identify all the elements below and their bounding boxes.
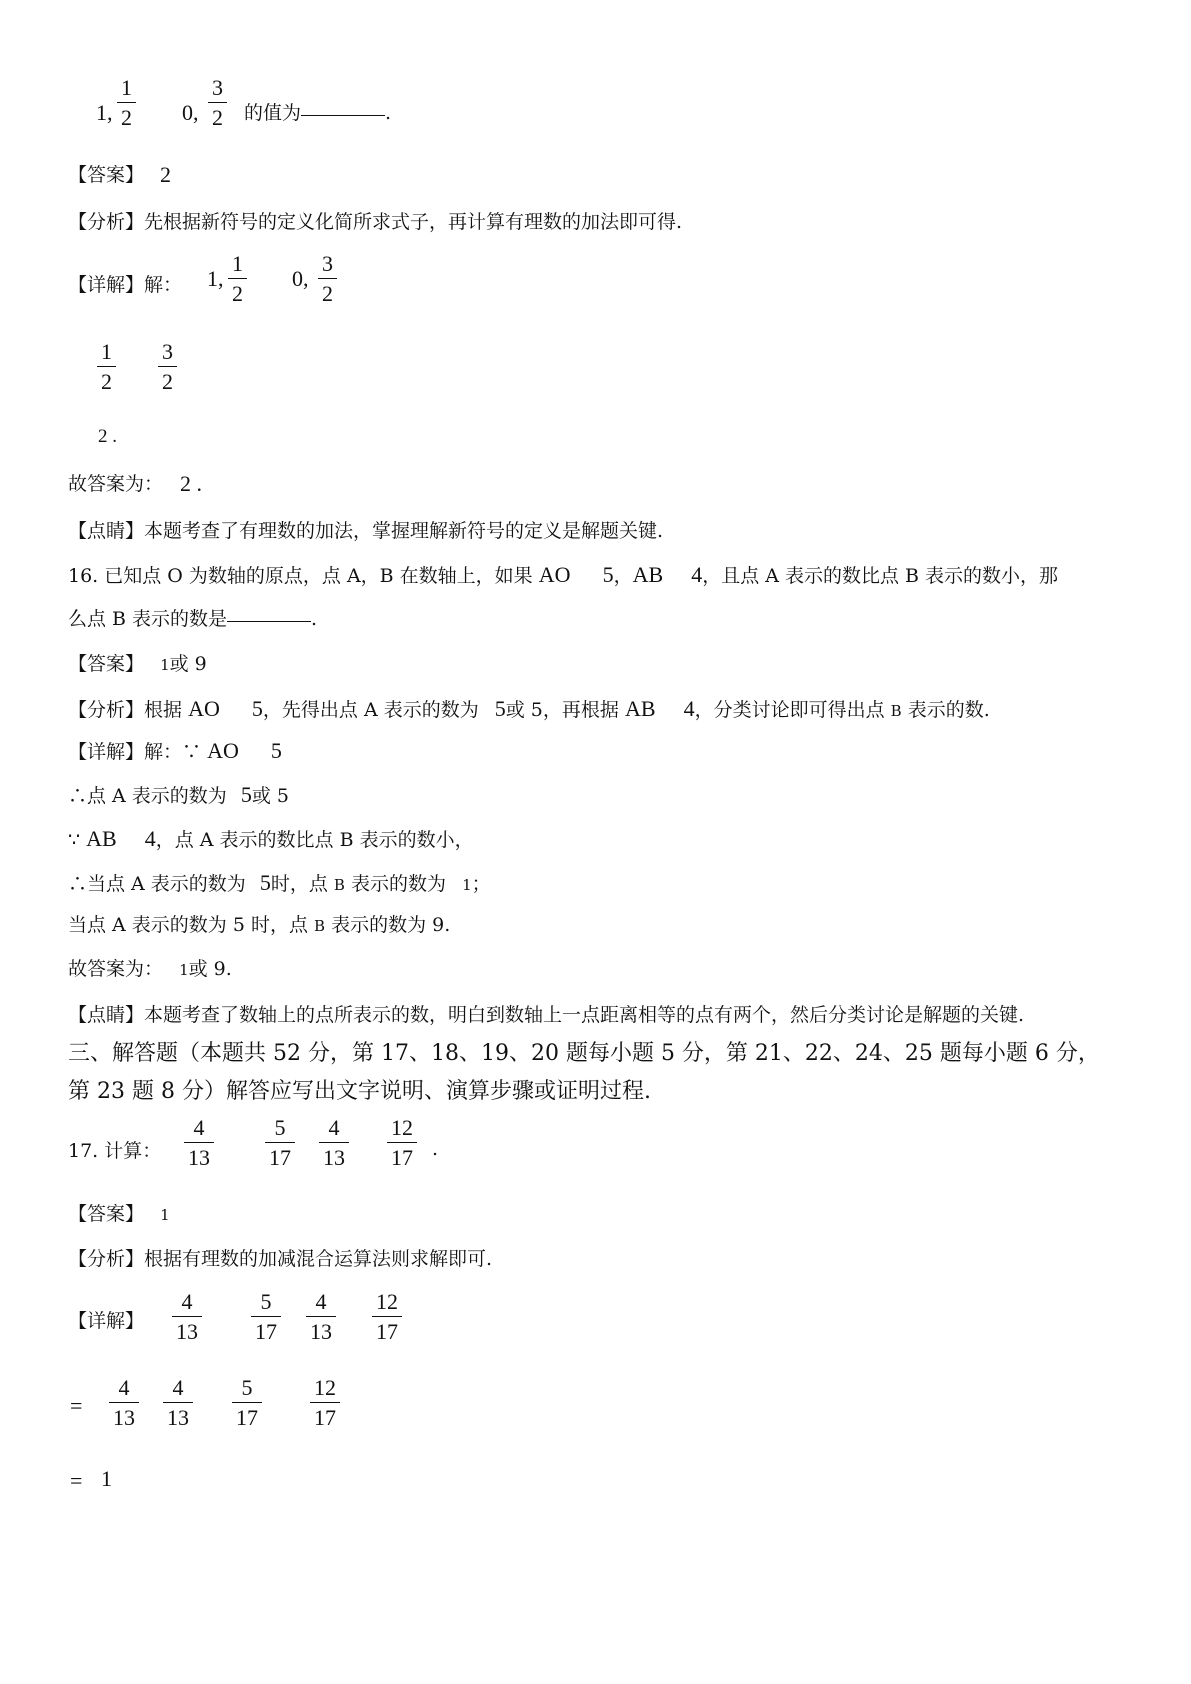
q17-detail-label: 【详解】 xyxy=(68,1310,145,1332)
denominator: 17 xyxy=(232,1402,262,1429)
numerator: 4 xyxy=(328,1115,340,1140)
q16-detail-5: 5 xyxy=(270,738,282,763)
q17-result: 1 xyxy=(101,1466,112,1491)
q16-step4-b: 表示的数为 9. xyxy=(331,914,451,936)
q17-step-fraction-3 xyxy=(232,1376,262,1429)
detail-expr-a: 1, xyxy=(207,266,224,291)
q16-line1 xyxy=(68,564,1058,586)
step3-result: 2 . xyxy=(98,426,117,447)
numerator: 4 xyxy=(118,1375,130,1400)
comment-text: 本题考查了有理数的加法，掌握理解新符号的定义是解题关键. xyxy=(144,520,664,542)
q16-step3-c: 表示的数为 xyxy=(351,873,447,895)
numerator: 1 xyxy=(101,339,112,364)
q16-step3 xyxy=(68,872,491,894)
answer-value: 2 xyxy=(160,162,171,187)
q16-step2-4: 4 xyxy=(144,826,156,851)
q16-comment-text: 本题考查了数轴上的点所表示的数，明白到数轴上一点距离相等的点有两个，然后分类讨论是解题的关键. xyxy=(144,1004,1025,1026)
question-tail xyxy=(244,104,391,123)
q17-answer-label: 【答案】 xyxy=(68,1203,145,1225)
q16-analysis-2: ，先得出点 A 表示的数为 xyxy=(262,699,479,721)
q17-detail-fraction-2 xyxy=(251,1290,281,1343)
q17-fraction-4 xyxy=(387,1116,417,1169)
denominator: 2 xyxy=(318,278,337,305)
final-answer-label: 故答案为： xyxy=(68,473,164,495)
detail-label xyxy=(68,276,182,295)
detail-fraction-three-halves xyxy=(318,252,337,305)
denominator: 13 xyxy=(109,1402,139,1429)
denominator: 13 xyxy=(172,1316,202,1343)
q17-step-fraction-4 xyxy=(310,1376,340,1429)
q16-answer-b: 或 9 xyxy=(169,653,207,675)
step2-fraction-one-half xyxy=(97,340,116,393)
q16-final xyxy=(68,960,232,979)
answer-label: 【答案】 xyxy=(68,164,145,186)
analysis-text: 先根据新符号的定义化简所求式子，再计算有理数的加法即可得. xyxy=(144,211,683,233)
q17-detail-fraction-1 xyxy=(172,1290,202,1343)
q16-final-b: 或 9. xyxy=(188,958,232,980)
q17-end: . xyxy=(432,1138,439,1160)
q16-final-label: 故答案为： xyxy=(68,958,164,980)
detail-label-text: 【详解】 xyxy=(68,274,145,296)
q16-step4 xyxy=(68,916,450,935)
q16-step3-B: B xyxy=(333,876,345,894)
q16-stem-c: 么点 B 表示的数是 xyxy=(68,608,228,630)
q16-analysis-v: 5 xyxy=(494,696,506,721)
q16-ao: AO xyxy=(538,562,571,587)
denominator: 17 xyxy=(265,1142,295,1169)
comment-label: 【点睛】 xyxy=(68,520,145,542)
q16-step3-d: 1 xyxy=(462,876,472,894)
q17-fraction-1 xyxy=(184,1116,214,1169)
q16-step3-e: ； xyxy=(471,873,491,895)
q16-ao-value: 5 xyxy=(602,562,614,587)
analysis-label xyxy=(68,213,682,232)
denominator: 2 xyxy=(208,102,227,129)
q16-ab-value: 4 xyxy=(691,562,703,587)
q17-analysis-label: 【分析】 xyxy=(68,1248,145,1270)
q17-equals-1: = xyxy=(70,1393,83,1418)
q16-analysis-b: B xyxy=(890,702,902,720)
q16-step2-b: ，点 A 表示的数比点 B 表示的数小， xyxy=(155,829,474,851)
q16-detail xyxy=(68,740,282,762)
q16-ab: AB xyxy=(632,562,664,587)
numerator: 1 xyxy=(121,75,132,100)
denominator: 17 xyxy=(251,1316,281,1343)
q16-analysis-1: 根据 xyxy=(144,699,183,721)
detail-fraction-one-half xyxy=(228,252,247,305)
q16-answer-blank xyxy=(227,620,311,622)
numerator: 12 xyxy=(391,1115,413,1140)
numerator: 3 xyxy=(162,339,173,364)
q16-step1 xyxy=(68,784,289,806)
denominator: 2 xyxy=(158,366,177,393)
numerator: 4 xyxy=(315,1289,327,1314)
section3-heading-line1: 三、解答题（本题共 52 分，第 17、18、19、20 题每小题 5 分，第 21、22、24、25 题每小题 6 分， xyxy=(68,1041,1100,1066)
fraction-three-halves xyxy=(208,76,227,129)
step2-fraction-three-halves xyxy=(158,340,177,393)
denominator: 17 xyxy=(372,1316,402,1343)
detail-prefix: 解： xyxy=(144,274,183,296)
analysis-label-text: 【分析】 xyxy=(68,211,145,233)
numerator: 1 xyxy=(232,251,243,276)
q16-stem-a: 16. 已知点 O 为数轴的原点，点 A，B 在数轴上，如果 xyxy=(68,565,533,587)
q16-step2-a: ∵ xyxy=(68,829,81,851)
q16-analysis-ao: AO xyxy=(188,696,220,721)
denominator: 2 xyxy=(117,102,136,129)
question-tail-text: 的值为 xyxy=(244,102,302,124)
q16-detail-1: 解：∵ xyxy=(144,741,202,763)
section3-heading-line2: 第 23 题 8 分）解答应写出文字说明、演算步骤或证明过程. xyxy=(68,1079,651,1104)
expr-b: 0, xyxy=(182,100,199,125)
q16-final-a: 1 xyxy=(179,961,189,979)
q17-equals-2: = xyxy=(70,1468,83,1493)
answer-blank xyxy=(301,114,385,116)
q16-answer-label: 【答案】 xyxy=(68,653,145,675)
q16-analysis-5b: ，分类讨论即可得出点 xyxy=(694,699,885,721)
q16-line2 xyxy=(68,610,317,629)
q16-step3-v: 5 xyxy=(259,870,271,895)
q16-analysis-6: 表示的数. xyxy=(907,699,990,721)
q17-label: 17. 计算： xyxy=(68,1140,162,1162)
final-answer-value: 2 . xyxy=(180,471,202,496)
q16-step4-B: B xyxy=(314,917,326,935)
q17-detail-fraction-3 xyxy=(306,1290,336,1343)
q16-detail-label: 【详解】 xyxy=(68,741,145,763)
numerator: 5 xyxy=(274,1115,286,1140)
comment xyxy=(68,522,663,541)
numerator: 4 xyxy=(172,1375,184,1400)
q17-step-fraction-2 xyxy=(163,1376,193,1429)
q16-analysis xyxy=(68,698,990,720)
q16-comment xyxy=(68,1006,1024,1025)
denominator: 13 xyxy=(163,1402,193,1429)
q16-answer xyxy=(68,655,207,674)
q17-fraction-2 xyxy=(265,1116,295,1169)
q16-step4-a: 当点 A 表示的数为 5 时，点 xyxy=(68,914,308,936)
q16-analysis-label: 【分析】 xyxy=(68,699,145,721)
denominator: 13 xyxy=(319,1142,349,1169)
q16-analysis-3: 或 5，再根据 xyxy=(505,699,619,721)
fraction-one-half xyxy=(117,76,136,129)
numerator: 12 xyxy=(376,1289,398,1314)
q16-step3-b: 时，点 xyxy=(270,873,328,895)
denominator: 2 xyxy=(97,366,116,393)
q16-detail-ao: AO xyxy=(207,738,239,763)
question-end: . xyxy=(385,102,392,124)
q16-analysis-ab: AB xyxy=(624,696,656,721)
denominator: 17 xyxy=(310,1402,340,1429)
numerator: 3 xyxy=(212,75,223,100)
q16-step2-ab: AB xyxy=(86,826,117,851)
numerator: 3 xyxy=(322,251,333,276)
q16-step1-a: ∴点 A 表示的数为 xyxy=(68,785,227,807)
numerator: 4 xyxy=(181,1289,193,1314)
numerator: 12 xyxy=(314,1375,336,1400)
q16-step1-b: 或 5 xyxy=(251,785,289,807)
denominator: 13 xyxy=(306,1316,336,1343)
q16-step3-a: ∴当点 A 表示的数为 xyxy=(68,873,246,895)
q16-comment-label: 【点睛】 xyxy=(68,1004,145,1026)
q16-analysis-4: 4 xyxy=(683,696,695,721)
numerator: 5 xyxy=(241,1375,253,1400)
denominator: 17 xyxy=(387,1142,417,1169)
q17-fraction-3 xyxy=(319,1116,349,1169)
q17-detail-fraction-4 xyxy=(372,1290,402,1343)
numerator: 5 xyxy=(260,1289,272,1314)
q17-step-fraction-1 xyxy=(109,1376,139,1429)
q17-answer-value: 1 xyxy=(160,1206,170,1224)
expr-a: 1, xyxy=(96,100,113,125)
denominator: 13 xyxy=(184,1142,214,1169)
q16-stem-b: ，且点 A 表示的数比点 B 表示的数小，那 xyxy=(702,565,1059,587)
q16-step2 xyxy=(68,828,474,850)
q16-comma: ， xyxy=(613,565,633,587)
q17-answer xyxy=(68,1205,170,1224)
denominator: 2 xyxy=(228,278,247,305)
q17-analysis-text: 根据有理数的加减混合运算法则求解即可. xyxy=(144,1248,493,1270)
q16-answer-a: 1 xyxy=(160,656,170,674)
q16-analysis-5: 5 xyxy=(251,696,263,721)
detail-expr-b: 0, xyxy=(292,266,309,291)
numerator: 4 xyxy=(193,1115,205,1140)
q16-end: . xyxy=(311,608,318,630)
q17-analysis xyxy=(68,1250,492,1269)
q16-step1-v: 5 xyxy=(240,782,252,807)
